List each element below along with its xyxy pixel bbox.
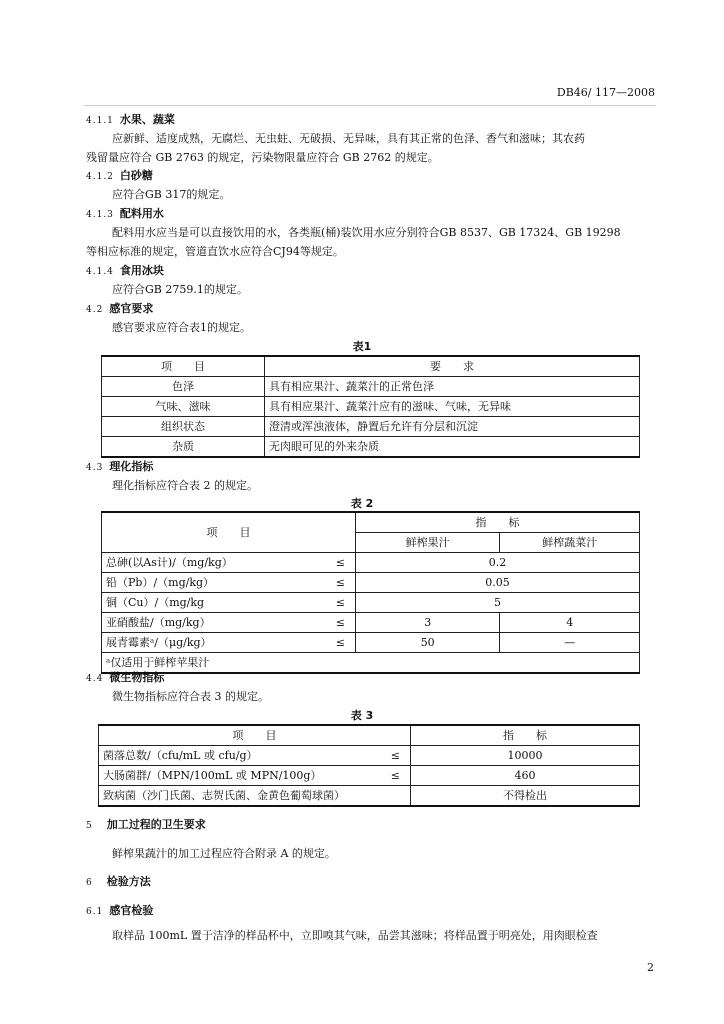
paragraph-line: 配料用水应当是可以直接饮用的水，各类瓶(桶)装饮用水应分别符合GB 8537、GB 17324、GB 19298: [112, 226, 621, 239]
section-number: 6: [86, 878, 93, 888]
section-number: 4.2: [86, 305, 104, 315]
table-row: [99, 786, 640, 807]
table-cell: 50: [355, 633, 500, 653]
table-header-cell: 鲜榨果汁: [355, 533, 500, 553]
table-cell: —: [500, 633, 640, 653]
table-row: [102, 397, 640, 417]
table-cell: 3: [355, 613, 500, 633]
table-cell: 具有相应果汁、蔬菜汁的正常色泽: [265, 377, 640, 397]
paragraph-line: 微生物指标应符合表 3 的规定。: [112, 690, 269, 703]
le-sign: ≤: [367, 766, 411, 786]
table-cell: 10000: [411, 746, 640, 766]
table-cell: 铅（Pb）/（mg/kg）: [102, 573, 311, 593]
table-header-cell: 指 标: [355, 512, 639, 533]
table-cell: 5: [355, 593, 639, 613]
section-6-1-heading: [86, 902, 153, 918]
section-title: 白砂糖: [119, 169, 153, 182]
table-header-cell: 项 目: [102, 356, 265, 377]
table-cell: 0.2: [355, 553, 639, 573]
table-header-cell: 鲜榨蔬菜汁: [500, 533, 640, 553]
table-row: [102, 573, 640, 593]
table-cell: 总砷(以As计)/（mg/kg）: [102, 553, 311, 573]
section-4-1-2-heading: [86, 167, 153, 183]
table-row: [102, 553, 640, 573]
le-sign: ≤: [311, 613, 356, 633]
table-row: [99, 766, 640, 786]
section-4-2-heading: [86, 300, 153, 316]
table-cell: 铜（Cu）/（mg/kg: [102, 593, 311, 613]
table-2-caption: 表 2: [350, 497, 374, 510]
section-number: 4.1.3: [86, 210, 114, 220]
paragraph-line: 感官要求应符合表1的规定。: [112, 321, 251, 334]
section-number: 4.1.1: [86, 116, 114, 126]
table-cell: 致病菌（沙门氏菌、志贺氏菌、金黄色葡萄球菌）: [99, 786, 411, 807]
table-cell: 组织状态: [102, 417, 265, 437]
table-3: [98, 724, 640, 807]
section-4-1-3-heading: [86, 205, 164, 221]
section-title: 感官检验: [109, 904, 154, 917]
section-6-heading: [86, 873, 151, 889]
section-number: 4.3: [86, 463, 104, 473]
section-title: 检验方法: [106, 875, 151, 888]
table-row: [102, 377, 640, 397]
section-title: 配料用水: [119, 207, 164, 220]
section-title: 加工过程的卫生要求: [106, 818, 206, 831]
section-number: 6.1: [86, 907, 104, 917]
table-1: [101, 355, 640, 458]
table-cell: 展青霉素ᵃ/（μg/kg）: [102, 633, 311, 653]
section-number: 4.4: [86, 674, 104, 684]
table-2: [101, 511, 640, 674]
table-1-caption: 表1: [352, 340, 372, 353]
document-code: DB46/ 117—2008: [556, 86, 655, 99]
table-cell: 大肠菌群/（MPN/100mL 或 MPN/100g）: [99, 766, 368, 786]
section-title: 感官要求: [109, 302, 154, 315]
paragraph-line: 应符合GB 2759.1的规定。: [112, 283, 248, 296]
section-title: 水果、蔬菜: [119, 113, 175, 126]
page-number: 2: [647, 961, 654, 974]
table-cell: 不得检出: [411, 786, 640, 807]
section-title: 微生物指标: [109, 671, 165, 684]
le-sign: ≤: [367, 746, 411, 766]
table-header-cell: 项 目: [99, 725, 411, 746]
table-header-cell: 项 目: [102, 512, 356, 553]
le-sign: ≤: [311, 553, 356, 573]
paragraph-line: 应符合GB 317的规定。: [112, 188, 231, 201]
table-cell: 杂质: [102, 437, 265, 458]
header-rule: [84, 105, 656, 106]
section-4-1-4-heading: [86, 262, 164, 278]
le-sign: ≤: [311, 593, 356, 613]
paragraph-line: 等相应标准的规定，管道直饮水应符合CJ94等规定。: [86, 245, 344, 258]
table-cell: 4: [500, 613, 640, 633]
paragraph-line: 残留量应符合 GB 2763 的规定，污染物限量应符合 GB 2762 的规定。: [86, 151, 439, 164]
section-title: 理化指标: [109, 460, 154, 473]
table-cell: 色泽: [102, 377, 265, 397]
table-row: [102, 593, 640, 613]
table-row: [102, 613, 640, 633]
le-sign: ≤: [311, 573, 356, 593]
table-row: [102, 437, 640, 458]
paragraph-line: 理化指标应符合表 2 的规定。: [112, 479, 258, 492]
section-title: 食用冰块: [119, 264, 164, 277]
table-row: [102, 417, 640, 437]
table-row: [99, 746, 640, 766]
table-footnote: ᵃ仅适用于鲜榨苹果汁: [102, 653, 640, 674]
table-footnote-row: [102, 653, 640, 674]
table-cell: 具有相应果汁、蔬菜汁应有的滋味、气味，无异味: [265, 397, 640, 417]
table-cell: 0.05: [355, 573, 639, 593]
section-5-heading: [86, 816, 206, 832]
le-sign: ≤: [311, 633, 356, 653]
paragraph-line: 鲜榨果蔬汁的加工过程应符合附录 A 的规定。: [112, 847, 336, 860]
table-cell: 菌落总数/（cfu/mL 或 cfu/g）: [99, 746, 368, 766]
table-cell: 460: [411, 766, 640, 786]
section-4-4-heading: [86, 669, 164, 685]
paragraph-line: 取样品 100mL 置于洁净的样品杯中，立即嗅其气味，品尝其滋味；将样品置于明亮处，用肉眼检查: [112, 929, 598, 942]
table-header-cell: 要 求: [265, 356, 640, 377]
table-cell: 澄清或浑浊液体，静置后允许有分层和沉淀: [265, 417, 640, 437]
table-cell: 无肉眼可见的外来杂质: [265, 437, 640, 458]
table-cell: 气味、滋味: [102, 397, 265, 417]
section-number: 4.1.4: [86, 267, 114, 277]
section-number: 4.1.2: [86, 172, 114, 182]
paragraph-line: 应新鲜、适度成熟，无腐烂、无虫蛀、无破损、无异味，具有其正常的色泽、香气和滋味；其农药: [112, 132, 585, 145]
table-cell: 亚硝酸盐/（mg/kg）: [102, 613, 311, 633]
table-header-cell: 指 标: [411, 725, 640, 746]
section-4-3-heading: [86, 458, 153, 474]
section-number: 5: [86, 821, 93, 831]
table-3-caption: 表 3: [350, 709, 374, 722]
section-4-1-1-heading: [86, 111, 175, 127]
table-row: [102, 633, 640, 653]
